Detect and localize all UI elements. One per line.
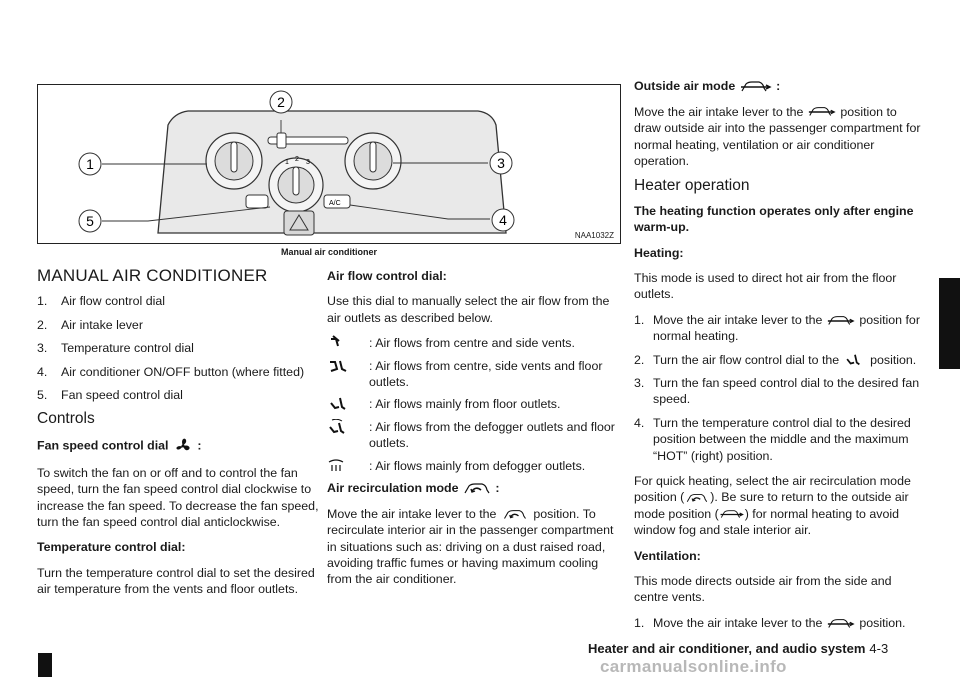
chapter-tab [939,278,960,369]
quick-heating-text: For quick heating, select the air recirculation mode position ( ). Be sure to return to the outside air mode position ( ) for normal heating to avoid window fog and stale interior air. [634,474,911,538]
outside-air-icon [826,314,856,328]
list-item: 5. Fan speed control dial [37,388,183,403]
rear-defogger-button [246,195,268,208]
control-panel-illustration [38,85,620,243]
air-flow-label: Air flow control dial: [327,269,447,283]
watermark: carmanualsonline.info [600,657,787,676]
recirculation-icon [462,481,492,497]
air-flow-control-dial [206,133,262,189]
list-item: 2. Air intake lever [37,317,143,332]
heating-label: Heating: [634,245,684,260]
outside-air-text: Move the air intake lever to the position to draw outside air into the passenger compartment for normal heating, ventilation or air conditioner operation. [634,104,921,168]
component-list [37,293,319,403]
list-item: : Air flows mainly from floor outlets. [327,396,621,412]
section-title: MANUAL AIR CONDITIONER [37,266,268,285]
vent-mode-icon [327,335,369,351]
figure-manual-air-conditioner [37,84,621,244]
recirculation-icon [684,492,710,505]
outside-air-icon [739,79,773,95]
bilevel-mode-icon [327,358,369,374]
fan-mark-3: 3 [306,159,310,166]
list-item: 1. Move the air intake lever to the position for normal heating. [634,312,920,344]
corner-mark [38,653,52,677]
callout-1: 1 [86,156,94,172]
callout-3: 3 [497,155,505,171]
heating-intro: This mode is used to direct hot air from the floor outlets. [634,270,897,302]
figure-caption: Manual air conditioner [280,247,377,257]
fan-mark-1: 1 [285,159,289,166]
floor-mode-icon [327,396,369,412]
column-3 [634,78,923,640]
outside-air-icon [807,105,837,119]
ventilation-intro: This mode directs outside air from the side and centre vents. [634,574,892,605]
list-item: : Air flows from the defogger outlets and floor outlets. [327,419,621,452]
temperature-text: Turn the temperature control dial to set the desired air temperature from the vents and floor outlets. [37,565,315,597]
list-item: 3. Temperature control dial [37,341,194,356]
hazard-button [284,211,314,235]
defrost-mode-icon [327,458,369,474]
outside-air-icon [719,508,745,521]
list-item: 3. Turn the fan speed control dial to the desired fan speed. [634,376,920,407]
air-flow-intro: Use this dial to manually select the air flow from the air outlets as described below. [327,294,610,325]
fan-speed-label: Fan speed control dial : [37,436,319,456]
fan-mark-2: 2 [295,156,299,163]
heater-operation-heading: Heater operation [634,177,750,195]
footer-section-title: Heater and air conditioner, and audio system [588,641,866,656]
floor-mode-icon [843,353,867,367]
list-item: 1. Air flow control dial [37,294,165,309]
column-1 [37,268,319,607]
heating-steps [634,312,923,464]
temperature-label: Temperature control dial: [37,540,186,555]
ventilation-label: Ventilation: [634,548,701,563]
recirculation-label: Air recirculation mode : [327,481,500,496]
list-item: : Air flows from centre, side vents and floor outlets. [327,358,621,391]
ac-button [324,195,350,208]
controls-heading: Controls [37,410,95,428]
floor-defrost-mode-icon [327,419,369,435]
list-item: 2. Turn the air flow control dial to the position. [634,352,917,367]
outside-air-icon [826,617,856,631]
temperature-control-dial [345,133,401,189]
column-2 [327,268,621,597]
list-item: 1. Move the air intake lever to the position. [634,615,906,630]
heater-note: The heating function operates only after engine warm-up. [634,203,914,235]
svg-text:A/C: A/C [329,200,341,207]
page-footer [588,641,888,656]
outside-air-label: Outside air mode : [634,79,781,93]
figure-code: NAA1032Z [574,231,614,240]
recirculation-icon [500,508,530,522]
fan-icon [172,436,194,456]
callout-2: 2 [277,94,285,110]
fan-speed-text: To switch the fan on or off and to control the fan speed, turn the fan speed control dial clockwise to increase the fan speed. To decrease the fan speed, turn the fan speed control dial anticlockwise. [37,465,319,530]
callout-4: 4 [499,212,507,228]
list-item: : Air flows mainly from defogger outlets. [327,458,621,474]
recirculation-text: Move the air intake lever to the position. To recirculate interior air in the passenger compartment in situations such as: driving on a dust raised road, avoiding traffic fumes or having maximum cooling from the air conditioner. [327,506,614,587]
page-number: 4-3 [869,641,889,656]
callout-5: 5 [86,213,94,229]
ventilation-steps [634,615,923,631]
list-item: 4. Turn the temperature control dial to the desired position between the middle and the maximum “HOT” (right) position. [634,415,911,463]
list-item: 4. Air conditioner ON/OFF button (where fitted) [37,364,305,379]
list-item: : Air flows from centre and side vents. [327,335,621,351]
